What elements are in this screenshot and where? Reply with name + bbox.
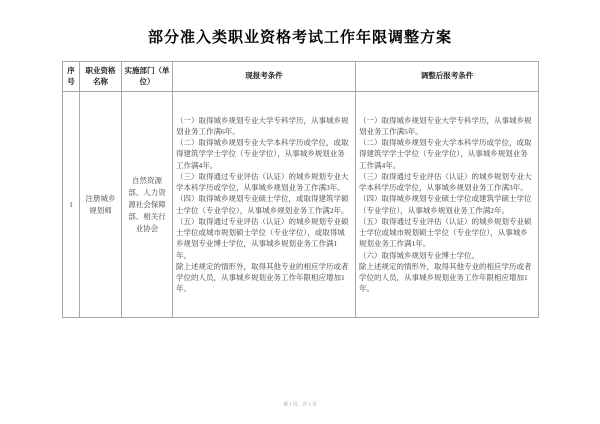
- condition-paragraph: （一）取得城乡规划专业大学专科学历，从事城乡规划业务工作满5年。: [359, 115, 532, 136]
- cell-current-conditions: [173, 92, 356, 318]
- cell-seq-number: 1: [63, 92, 80, 318]
- condition-paragraph: （六）取得城乡规划专业博士学位。: [359, 250, 479, 260]
- condition-paragraph: （二）取得城乡规划专业大学本科学历或学位，或取得建筑学学士学位（专业学位），从事城乡规划业务工作满4年。: [176, 138, 349, 170]
- condition-paragraph: 除上述规定的情形外，取得其他专业的相应学历或者学位的人员，从事城乡规划业务工作年限相应增加1年。: [176, 261, 349, 294]
- condition-paragraph: （二）取得城乡规划专业大学本科学历或学位，或取得建筑学学士学位（专业学位），从事城乡规划业务工作满4年。: [359, 138, 532, 170]
- table-row: [63, 92, 539, 318]
- condition-paragraph: （四）取得城乡规划专业硕士学位，或取得建筑学硕士学位（专业学位），从事城乡规划业务工作满2年。: [176, 194, 349, 215]
- cell-qualification-name: 注册城乡规划师: [80, 92, 122, 318]
- header-implementing-department: 实施部门（单位）: [122, 62, 173, 92]
- header-current-conditions: 现报考条件: [173, 62, 356, 92]
- condition-paragraph: （五）取得通过专业评估（认证）的城乡规划专业硕士学位或城市规划硕士学位（专业学位），或取得城乡规划专业博士学位，从事城乡规划业务工作满1年。: [176, 216, 349, 260]
- condition-paragraph: （五）取得通过专业评估（认证）的城乡规划专业硕士学位或城市规划硕士学位（专业学位），从事城乡规划业务工作满1年。: [359, 216, 532, 249]
- document-title: 部分准入类职业资格考试工作年限调整方案: [147, 30, 452, 46]
- condition-paragraph: （三）取得通过专业评估（认证）的城乡规划专业大学本科学历或学位，从事城乡规划业务工作满3年。: [176, 171, 349, 192]
- table-header-row: [63, 62, 539, 92]
- condition-paragraph: （三）取得通过专业评估（认证）的城乡规划专业大学本科学历或学位，从事城乡规划业务工作满3年。: [359, 171, 532, 192]
- adjustment-table: [62, 61, 539, 318]
- condition-paragraph: 除上述规定的情形外，取得其他专业的相应学历或者学位的人员，从事城乡规划业务工作年限相应增加1年。: [359, 261, 532, 294]
- cell-implementing-department: 自然资源部、人力资源社会保障部、相关行业协会: [122, 92, 173, 318]
- header-qualification-name: 职业资格名称: [80, 62, 122, 92]
- cell-adjusted-conditions: [356, 92, 539, 318]
- header-adjusted-conditions: 调整后报考条件: [356, 62, 539, 92]
- condition-paragraph: （四）取得城乡规划专业硕士学位或建筑学硕士学位（专业学位），从事城乡规划业务工作满2年。: [359, 194, 532, 215]
- page-footer: 第 1 页，共 1 页: [283, 402, 317, 408]
- condition-paragraph: （一）取得城乡规划专业大学专科学历，从事城乡规划业务工作满6年。: [176, 115, 349, 136]
- header-seq-number: 序号: [63, 62, 80, 92]
